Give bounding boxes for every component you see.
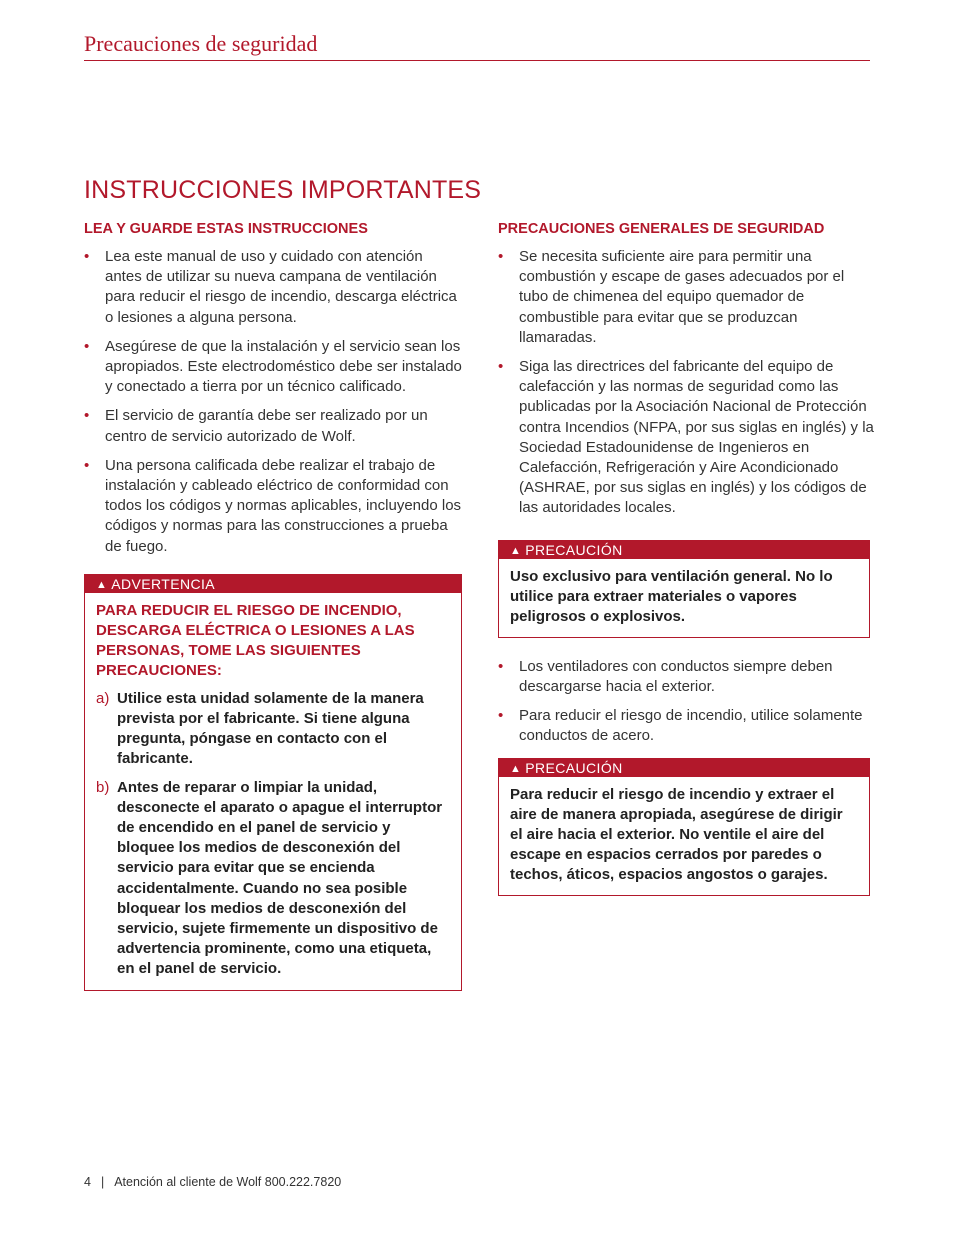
left-column — [84, 220, 462, 991]
list-item-text: Una persona calificada debe realizar el trabajo de instalación y cableado eléctrico de conformidad con todos los códigos y normas aplicables, incluyendo los códigos y normas para las construcciones a prueba de fuego. — [105, 456, 462, 555]
page-title: INSTRUCCIONES IMPORTANTES — [84, 176, 482, 204]
list-item-text: Se necesita suficiente aire para permitir una combustión y escape de gases adecuados por el tubo de chimenea del equipo quemador de combustible para evitar que se produzcan llamaradas. — [519, 248, 845, 346]
step-label: a) — [96, 689, 110, 707]
footer-contact: Atención al cliente de Wolf 800.222.7820 — [114, 1175, 342, 1189]
caution-box — [498, 540, 870, 638]
page-number: 4 — [84, 1175, 91, 1189]
list-item — [498, 706, 874, 746]
list-item — [84, 456, 462, 557]
header-divider — [84, 60, 870, 61]
list-item-text: Lea este manual de uso y cuidado con atención antes de utilizar su nueva campana de ventilación para reducir el riesgo de incendio, descarga eléctrica o lesiones a alguna persona. — [105, 248, 457, 326]
step-text: Utilice esta unidad solamente de la manera prevista por el fabricante. Si tiene alguna pregunta, póngase en contacto con el fabricante. — [117, 689, 424, 768]
list-item-text: Los ventiladores con conductos siempre deben descargarse hacia el exterior. — [519, 657, 833, 695]
caution-box-header — [499, 541, 869, 559]
warning-box — [84, 574, 462, 991]
list-item-text: Siga las directrices del fabricante del equipo de calefacción y las normas de seguridad como las publicadas por la Asociación Nacional de Protección contra Incendios (NFPA, por sus siglas en inglés) y la Sociedad Estadounidense de Ingenieros en Calefacción, Refrigeración y Aire Acondicionado (ASHRAE, por sus siglas en inglés) y los códigos de las autoridades locales. — [519, 358, 874, 517]
bullet-icon: • — [84, 337, 90, 355]
list-item — [84, 406, 462, 446]
bullet-icon: • — [498, 248, 504, 265]
warning-triangle-icon: ▲ — [96, 578, 108, 591]
warning-step — [96, 778, 450, 980]
page-footer — [84, 1175, 341, 1189]
step-label: b) — [96, 778, 110, 796]
caution-label: PRECAUCIÓN — [525, 541, 623, 558]
right-column — [498, 220, 874, 896]
caution-label: PRECAUCIÓN — [525, 760, 623, 777]
bullet-icon: • — [84, 456, 90, 474]
warning-box-header — [85, 575, 461, 593]
bullet-icon: • — [498, 657, 504, 675]
section-heading: PRECAUCIONES GENERALES DE SEGURIDAD — [498, 221, 825, 237]
step-text: Antes de reparar o limpiar la unidad, desconecte el aparato o apague el interruptor de encendido en el panel de servicio y bloquee los medios de desconexión del servicio para evitar que se encienda accidentalmente. Cuando no sea posible bloquear los medios de desconexión del servicio, sujete firmemente un dispositivo de advertencia prominente, como una etiqueta, en el panel de servicio. — [117, 778, 443, 978]
list-item — [84, 337, 462, 398]
caution-box-header — [499, 759, 869, 777]
section-header-title: Precauciones de seguridad — [84, 31, 318, 56]
list-item — [498, 247, 874, 348]
caution-text: Para reducir el riesgo de incendio y extraer el aire de manera apropiada, asegúrese de dirigir el aire hacia el exterior. No ventile el aire del escape en espacios cerrados por paredes o techos, áticos, espacios angostos o garajes. — [510, 786, 843, 884]
list-item-text: El servicio de garantía debe ser realizado por un centro de servicio autorizado de Wolf. — [105, 407, 428, 445]
bullet-list — [498, 247, 874, 519]
list-item — [84, 247, 462, 328]
footer-separator: | — [100, 1175, 105, 1189]
caution-box-body — [499, 777, 869, 895]
warning-steps — [96, 689, 450, 980]
list-item — [498, 657, 874, 697]
bullet-icon: • — [84, 248, 90, 265]
bullet-list — [84, 247, 462, 557]
caution-box — [498, 758, 870, 896]
list-item — [498, 357, 874, 519]
warning-step — [96, 689, 450, 770]
warning-intro: PARA REDUCIR EL RIESGO DE INCENDIO, DESCARGA ELÉCTRICA O LESIONES A LAS PERSONAS, TOME LAS SIGUIENTES PRECAUCIONES: — [96, 601, 415, 679]
warning-triangle-icon: ▲ — [510, 763, 522, 776]
warning-label: ADVERTENCIA — [111, 575, 216, 592]
warning-box-body — [85, 593, 461, 990]
warning-triangle-icon: ▲ — [510, 544, 522, 557]
bullet-icon: • — [498, 358, 504, 376]
caution-box-body — [499, 559, 869, 637]
bullet-icon: • — [498, 707, 504, 725]
list-item-text: Para reducir el riesgo de incendio, utilice solamente conductos de acero. — [519, 707, 863, 745]
bullet-list — [498, 657, 874, 747]
bullet-icon: • — [84, 407, 90, 425]
section-heading: LEA Y GUARDE ESTAS INSTRUCCIONES — [84, 221, 368, 237]
caution-text: Uso exclusivo para ventilación general. No lo utilice para extraer materiales o vapores peligrosos o explosivos. — [510, 567, 833, 625]
list-item-text: Asegúrese de que la instalación y el servicio sean los apropiados. Este electrodoméstico debe ser instalado y conectado a tierra por un técnico calificado. — [105, 337, 462, 396]
